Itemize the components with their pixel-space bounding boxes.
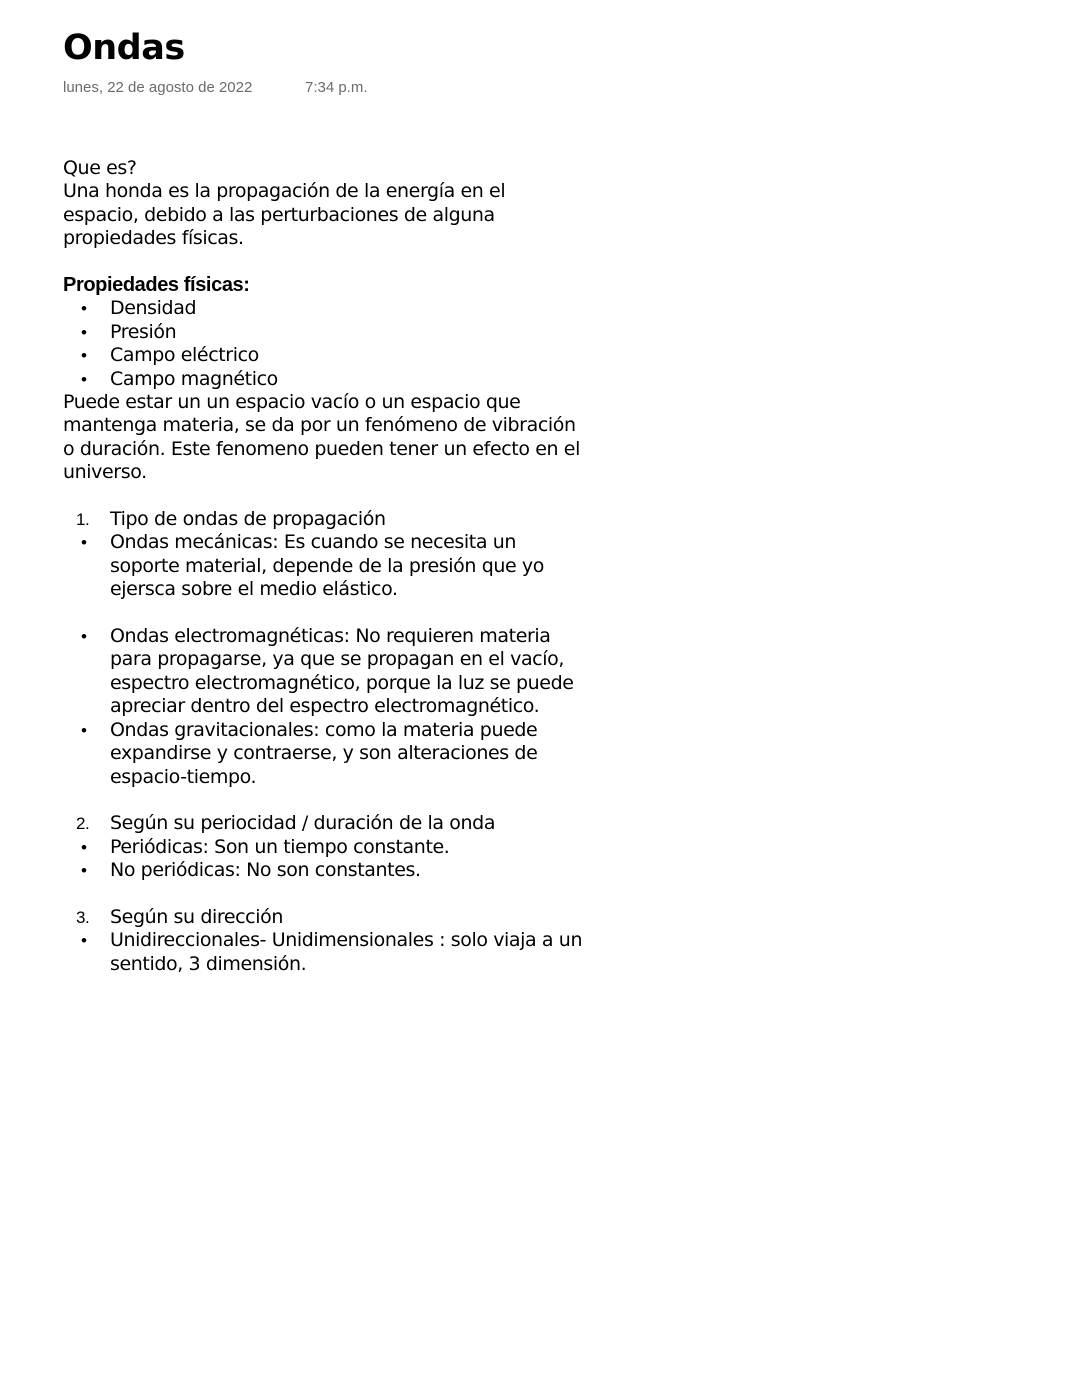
numbered-item: 3. Según su dirección [76, 905, 283, 928]
properties-heading: Propiedades físicas: [63, 274, 250, 297]
note-date: lunes, 22 de agosto de 2022 [63, 79, 253, 96]
intro-question: Que es? [63, 157, 137, 179]
note-page [63, 24, 663, 976]
intro-line: Una honda es la propagación de la energía en el [63, 180, 506, 203]
item-number: 2. [76, 814, 90, 834]
bullet-icon: • [81, 322, 87, 342]
list-item: • Ondas electromagnéticas: No requieren materia para propagarse, ya que se propagan en el vacío, espectro electromagnético, porque la luz se puede apreciar dentro del espectro electromagnético. [81, 625, 574, 718]
item-number: 3. [76, 907, 90, 927]
paragraph-line: Puede estar un un espacio vacío o un espacio que [63, 391, 521, 414]
numbered-item: 2. Según su periocidad / duración de la onda [76, 812, 496, 835]
list-item: • Campo eléctrico [81, 344, 259, 367]
intro-line: espacio, debido a las perturbaciones de alguna [63, 203, 495, 226]
bullet-icon: • [81, 299, 87, 319]
numbered-item: 1. Tipo de ondas de propagación [76, 508, 386, 531]
list-item: • Ondas mecánicas: Es cuando se necesita un soporte material, depende de la presión que yo ejersca sobre el medio elástico. [81, 531, 544, 601]
intro-line: propiedades físicas. [63, 227, 244, 250]
list-item: • Periódicas: Son un tiempo constante. [81, 835, 450, 858]
bullet-icon: • [81, 533, 87, 553]
bullet-icon: • [81, 931, 87, 951]
list-item: • Presión [81, 320, 177, 343]
bullet-icon: • [81, 369, 87, 389]
item-number: 1. [76, 510, 90, 530]
list-item: • Ondas gravitacionales: como la materia puede expandirse y contraerse, y son alteraciones de espacio-tiempo. [81, 718, 538, 788]
bullet-icon: • [81, 837, 87, 857]
paragraph-line: o duración. Este fenomeno pueden tener un efecto en el [63, 437, 580, 460]
paragraph-line: mantenga materia, se da por un fenómeno de vibración [63, 414, 576, 437]
note-body [63, 157, 663, 976]
list-item: • Densidad [81, 297, 197, 320]
note-meta [63, 77, 663, 99]
paragraph-line: universo. [63, 461, 147, 484]
bullet-icon: • [81, 627, 87, 647]
list-item: • No periódicas: No son constantes. [81, 859, 421, 882]
bullet-icon: • [81, 720, 87, 740]
bullet-icon: • [81, 346, 87, 366]
page-title: Ondas [63, 28, 185, 68]
list-item: • Unidireccionales- Unidimensionales : solo viaja a un sentido, 3 dimensión. [81, 929, 583, 975]
bullet-icon: • [81, 861, 87, 881]
list-item: • Campo magnético [81, 367, 278, 390]
note-time: 7:34 p.m. [305, 79, 368, 96]
